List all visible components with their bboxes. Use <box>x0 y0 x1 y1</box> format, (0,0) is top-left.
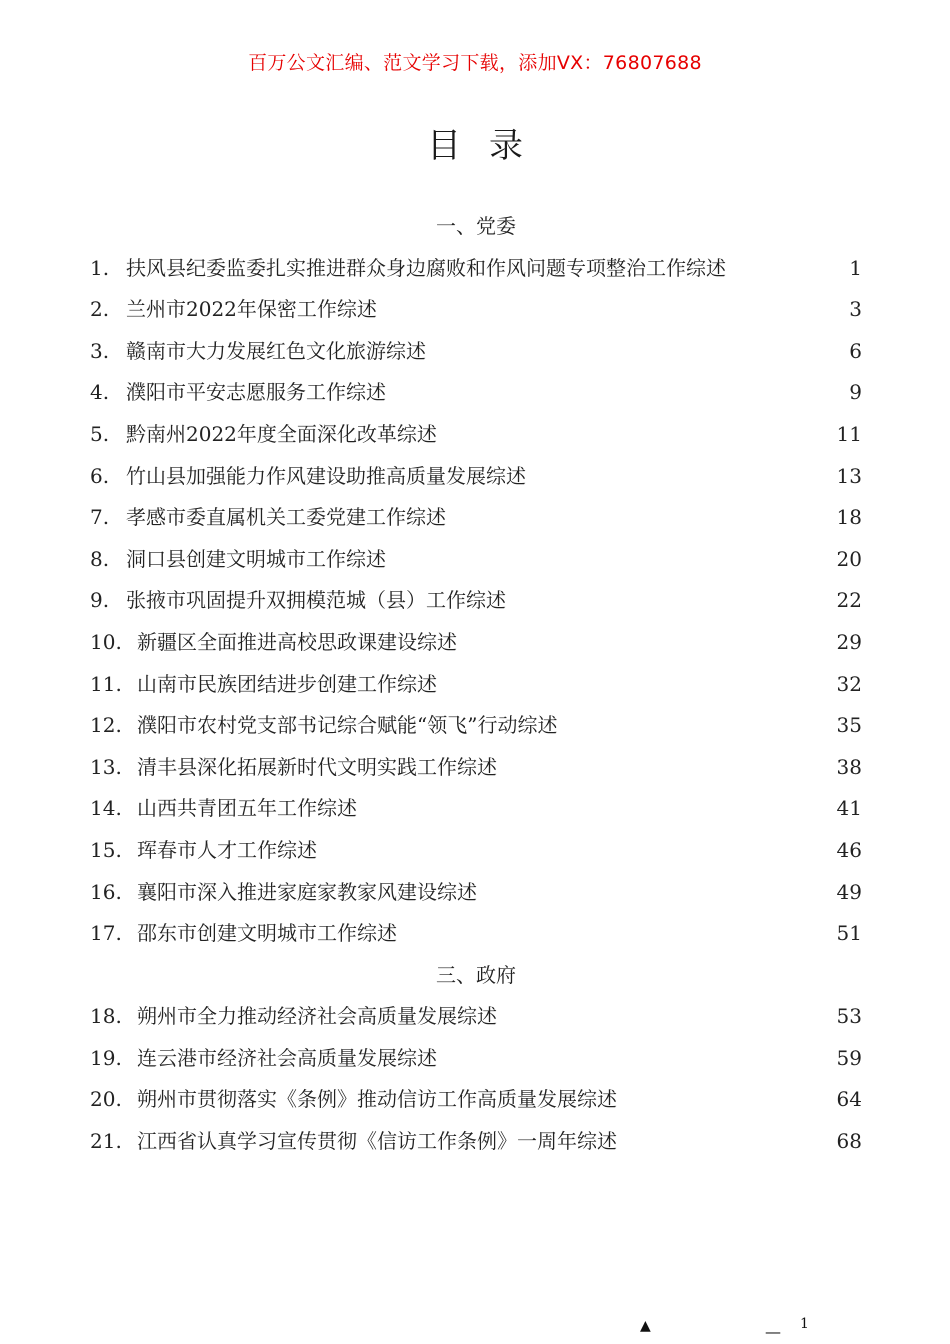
entry-title: 赣南市大力发展红色文化旅游综述 <box>126 338 426 363</box>
toc-entry[interactable] <box>90 497 862 539</box>
entry-page-number: 18 <box>836 505 862 530</box>
entry-title: 山南市民族团结进步创建工作综述 <box>137 671 437 696</box>
entry-title: 竹山县加强能力作风建设助推高质量发展综述 <box>126 463 526 488</box>
entry-number: 17. <box>90 921 122 946</box>
toc-entry[interactable] <box>90 414 862 456</box>
entry-page-number: 20 <box>836 546 862 571</box>
entry-title: 珲春市人才工作综述 <box>137 837 317 862</box>
entry-number: 2. <box>90 297 110 322</box>
entry-number: 19. <box>90 1045 122 1070</box>
toc-entry[interactable] <box>90 747 862 789</box>
toc-entry[interactable] <box>90 705 862 747</box>
footer-page-number: 1 <box>800 1316 809 1332</box>
entry-page-number: 49 <box>836 879 862 904</box>
entry-title: 洞口县创建文明城市工作综述 <box>126 546 386 571</box>
entry-page-number: 29 <box>836 629 862 654</box>
toc-entry[interactable] <box>90 913 862 955</box>
entry-title: 张掖市巩固提升双拥模范城（县）工作综述 <box>126 588 506 613</box>
entry-page-number: 9 <box>849 380 862 405</box>
entry-number: 12. <box>90 713 122 738</box>
entry-title: 清丰县深化拓展新时代文明实践工作综述 <box>137 754 497 779</box>
entry-title: 朔州市贯彻落实《条例》推动信访工作高质量发展综述 <box>137 1087 617 1112</box>
entry-title: 邵东市创建文明城市工作综述 <box>137 921 397 946</box>
entry-page-number: 1 <box>849 255 862 280</box>
entry-title: 连云港市经济社会高质量发展综述 <box>137 1045 437 1070</box>
entry-title: 黔南州2022年度全面深化改革综述 <box>126 421 437 446</box>
entry-title: 襄阳市深入推进家庭家教家风建设综述 <box>137 879 477 904</box>
section-heading-government: 三、政府 <box>436 962 516 987</box>
entry-page-number: 6 <box>849 338 862 363</box>
entry-number: 4. <box>90 380 110 405</box>
entry-page-number: 46 <box>836 837 862 862</box>
header-note: 百万公文汇编、范文学习下载，添加VX：76807688 <box>248 52 702 74</box>
entry-number: 5. <box>90 421 110 446</box>
entry-number: 9. <box>90 588 110 613</box>
toc-entry[interactable] <box>90 456 862 498</box>
entry-page-number: 38 <box>836 754 862 779</box>
toc-entry[interactable] <box>90 331 862 373</box>
entry-number: 7. <box>90 505 110 530</box>
toc-entry[interactable] <box>90 830 862 872</box>
entry-page-number: 35 <box>836 713 862 738</box>
entry-title: 新疆区全面推进高校思政课建设综述 <box>137 629 457 654</box>
toc-entry[interactable] <box>90 788 862 830</box>
footer-dash: — <box>765 1322 781 1341</box>
toc-entry[interactable] <box>90 622 862 664</box>
toc-entry[interactable] <box>90 1121 862 1163</box>
page-title: 目录 <box>427 126 551 166</box>
toc-entry[interactable] <box>90 248 862 290</box>
entry-number: 21. <box>90 1129 122 1154</box>
entry-number: 16. <box>90 879 122 904</box>
toc-entry[interactable] <box>90 996 862 1038</box>
entry-title: 兰州市2022年保密工作综述 <box>126 297 377 322</box>
entry-page-number: 68 <box>836 1129 862 1154</box>
entry-number: 20. <box>90 1087 122 1112</box>
toc-entry[interactable] <box>90 872 862 914</box>
entry-title: 濮阳市平安志愿服务工作综述 <box>126 380 386 405</box>
entry-title: 山西共青团五年工作综述 <box>137 796 357 821</box>
entry-title: 朔州市全力推动经济社会高质量发展综述 <box>137 1004 497 1029</box>
entry-page-number: 3 <box>849 297 862 322</box>
toc-entry[interactable] <box>90 1038 862 1080</box>
toc-entry[interactable] <box>90 664 862 706</box>
entry-number: 6. <box>90 463 110 488</box>
toc-entry[interactable] <box>90 539 862 581</box>
entry-title: 濮阳市农村党支部书记综合赋能“领飞”行动综述 <box>137 713 558 738</box>
entry-number: 10. <box>90 629 122 654</box>
entry-page-number: 11 <box>836 421 862 446</box>
entry-page-number: 59 <box>836 1045 862 1070</box>
entry-page-number: 41 <box>836 796 862 821</box>
page-footer <box>0 1318 950 1344</box>
entry-page-number: 22 <box>836 588 862 613</box>
entry-page-number: 53 <box>836 1004 862 1029</box>
table-of-contents <box>90 206 862 1163</box>
entry-number: 18. <box>90 1004 122 1029</box>
entry-page-number: 51 <box>836 921 862 946</box>
entry-title: 扶风县纪委监委扎实推进群众身边腐败和作风问题专项整治工作综述 <box>126 255 726 280</box>
entry-number: 15. <box>90 837 122 862</box>
entry-number: 1. <box>90 255 110 280</box>
entry-number: 14. <box>90 796 122 821</box>
entry-number: 8. <box>90 546 110 571</box>
entry-page-number: 32 <box>836 671 862 696</box>
entry-number: 13. <box>90 754 122 779</box>
footer-mark: ▲ <box>640 1318 651 1334</box>
entry-number: 3. <box>90 338 110 363</box>
entry-title: 孝感市委直属机关工委党建工作综述 <box>126 505 446 530</box>
entry-page-number: 13 <box>836 463 862 488</box>
entry-title: 江西省认真学习宣传贯彻《信访工作条例》一周年综述 <box>137 1129 617 1154</box>
toc-entry[interactable] <box>90 289 862 331</box>
toc-entry[interactable] <box>90 372 862 414</box>
toc-entry[interactable] <box>90 580 862 622</box>
entry-page-number: 64 <box>836 1087 862 1112</box>
toc-entry[interactable] <box>90 1079 862 1121</box>
entry-number: 11. <box>90 671 122 696</box>
section-heading-party-committee: 一、党委 <box>436 214 516 238</box>
